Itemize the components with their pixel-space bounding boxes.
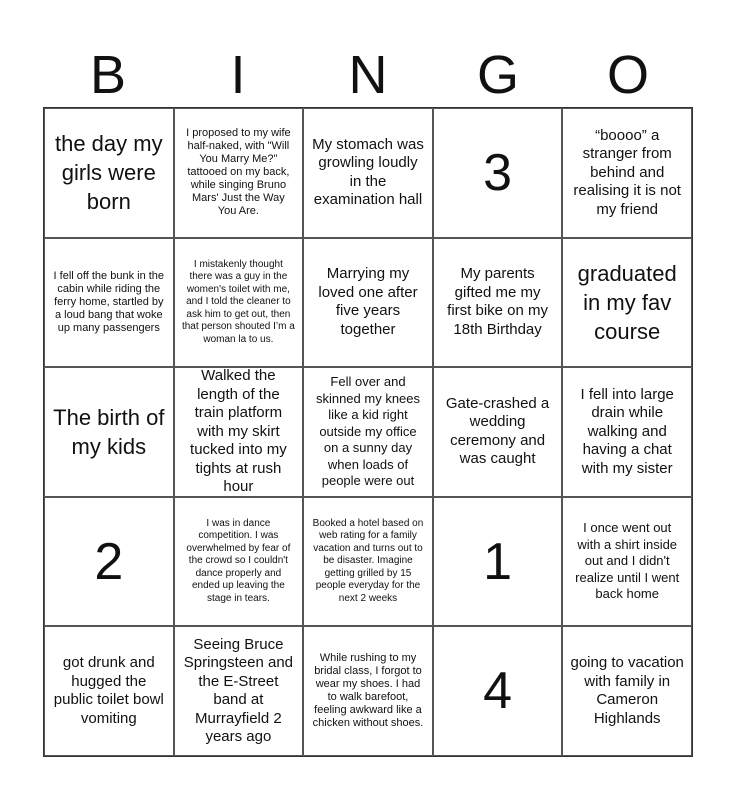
bingo-cell-3-3[interactable] (303, 367, 433, 497)
bingo-cell-4-2[interactable] (174, 497, 304, 627)
cell-text: got drunk and hugged the public toilet bowl vomiting (53, 654, 164, 727)
cell-text: graduated in my fav course (577, 260, 677, 344)
cell-text: My parents gifted me my first bike on my 18th Birthday (447, 265, 549, 338)
bingo-cell-5-2[interactable] (174, 626, 304, 756)
cell-text: While rushing to my bridal class, I forgot to wear my shoes. I had to walk barefoot, feeling awkward like a chicken without shoes. (312, 652, 424, 730)
bingo-cell-3-1[interactable] (44, 367, 174, 497)
header-letter-b: B (89, 45, 127, 105)
bingo-cell-3-5[interactable] (562, 367, 692, 497)
bingo-cell-2-2[interactable] (174, 238, 304, 368)
bingo-cell-1-5[interactable] (562, 108, 692, 238)
cell-text: The birth of my kids (53, 404, 165, 459)
cell-text: Seeing Bruce Springsteen and the E-Street band at Murrayfield 2 years ago (183, 635, 294, 746)
cell-text: going to vacation with family in Cameron Highlands (570, 654, 684, 727)
bingo-grid (43, 107, 693, 757)
bingo-cell-5-3[interactable] (303, 626, 433, 756)
bingo-cell-2-1[interactable] (44, 238, 174, 368)
header-letter-n: N (348, 45, 388, 105)
bingo-cell-4-1[interactable] (44, 497, 174, 627)
bingo-cell-5-1[interactable] (44, 626, 174, 756)
cell-text: the day my girls were born (54, 131, 163, 215)
cell-text: Fell over and skinned my knees like a kid right outside my office on a sunny day when loads of people were out (315, 374, 421, 489)
bingo-cell-5-5[interactable] (562, 626, 692, 756)
bingo-cell-3-4[interactable] (433, 367, 563, 497)
bingo-header (43, 44, 693, 106)
cell-text: Walked the length of the train platform with my skirt tucked into my tights at rush hour (190, 367, 287, 496)
cell-text: I was in dance competition. I was overwhelmed by fear of the crowd so I couldn't dance properly and ended up leaving the stage in tears. (186, 517, 291, 604)
cell-text: I fell into large drain while walking and having a chat with my sister (580, 385, 674, 477)
bingo-cell-2-3[interactable] (303, 238, 433, 368)
bingo-cell-5-4[interactable] (433, 626, 563, 756)
header-letter-g: G (476, 45, 519, 105)
bingo-cell-1-1[interactable] (44, 108, 174, 238)
cell-text: I mistakenly thought there was a guy in the women's toilet with me, and I told the cleaner to ask him to get out, then that person shouted I’m a woman la to us. (181, 258, 295, 345)
cell-text: My stomach was growling loudly in the examination hall (312, 135, 424, 209)
cell-text: 3 (483, 143, 513, 202)
header-letter-o: O (606, 45, 649, 105)
cell-text: I proposed to my wife half-naked, with "Will You Marry Me?" tattooed on my back, while singing Bruno Mars' Just the Way You Are. (186, 127, 291, 218)
cell-text: Marrying my loved one after five years together (318, 265, 418, 338)
cell-text: 1 (483, 532, 513, 591)
bingo-cell-2-5[interactable] (562, 238, 692, 368)
cell-text: Gate-crashed a wedding ceremony and was caught (445, 394, 550, 468)
bingo-cell-4-5[interactable] (562, 497, 692, 627)
header-letter-i: I (230, 45, 246, 105)
cell-text: I fell off the bunk in the cabin while riding the ferry home, startled by a loud bang that woke up many passengers (53, 269, 165, 334)
cell-text: I once went out with a shirt inside out and I didn't realize until I went back home (575, 520, 680, 602)
bingo-cell-4-4[interactable] (433, 497, 563, 627)
bingo-cell-1-3[interactable] (303, 108, 433, 238)
bingo-cell-1-4[interactable] (433, 108, 563, 238)
cell-text: 2 (94, 532, 124, 591)
bingo-cell-3-2[interactable] (174, 367, 304, 497)
cell-text: “boooo” a stranger from behind and realising it is not my friend (573, 126, 681, 218)
bingo-cell-2-4[interactable] (433, 238, 563, 368)
cell-text: Booked a hotel based on web rating for a family vacation and turns out to be disaster. Imagine getting grilled by 15 people everyday for the next 2 weeks (312, 517, 424, 604)
bingo-cell-4-3[interactable] (303, 497, 433, 627)
bingo-cell-1-2[interactable] (174, 108, 304, 238)
cell-text: 4 (483, 662, 513, 721)
